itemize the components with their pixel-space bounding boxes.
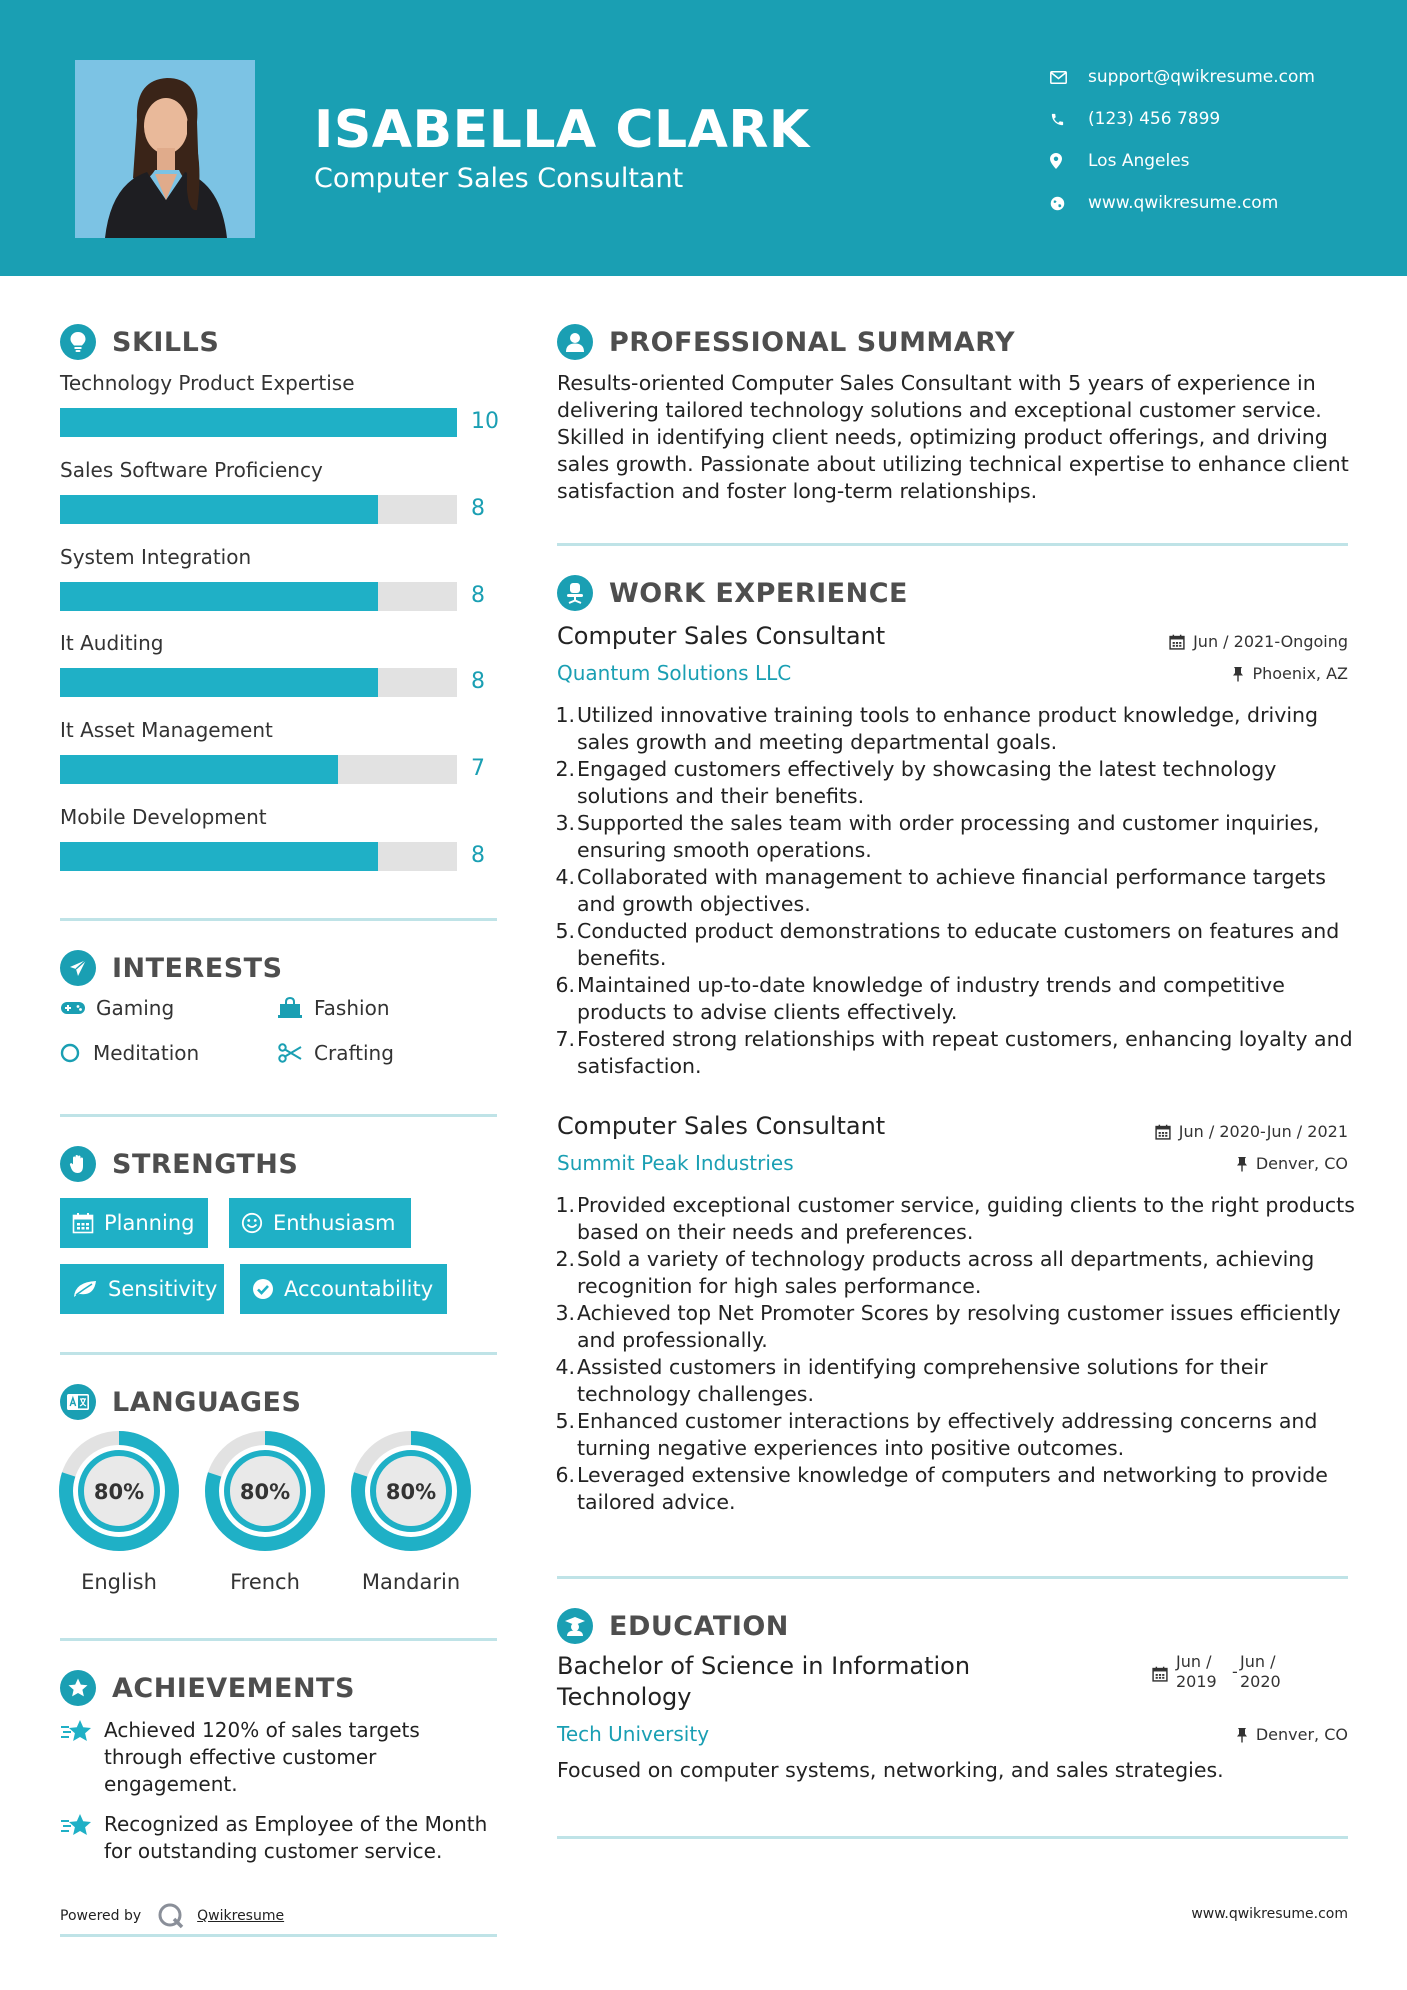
language-donut bbox=[58, 1430, 180, 1552]
experience-title: WORK EXPERIENCE bbox=[609, 577, 908, 609]
check-circle-icon bbox=[252, 1278, 274, 1300]
education-title: EDUCATION bbox=[609, 1610, 789, 1642]
strength-chip bbox=[60, 1198, 208, 1248]
globe-icon bbox=[1050, 196, 1088, 211]
language-donut bbox=[350, 1430, 472, 1552]
email-text: support@qwikresume.com bbox=[1088, 67, 1315, 87]
job-title: Computer Sales Consultant bbox=[557, 1112, 886, 1140]
profile-photo bbox=[75, 60, 255, 238]
education-end: Jun / 2020 bbox=[1240, 1652, 1281, 1691]
interest-label: Gaming bbox=[96, 996, 175, 1020]
summary-heading bbox=[557, 324, 1015, 360]
contact-email[interactable] bbox=[1050, 56, 1390, 98]
skill-label: It Asset Management bbox=[60, 718, 273, 742]
job-bullet: 1. Utilized innovative training tools to enhance product knowledge, driving sales growth and meeting departmental goals. bbox=[555, 703, 1319, 754]
section-divider bbox=[557, 543, 1348, 546]
job-bullet: 7. Fostered strong relationships with repeat customers, enhancing loyalty and satisfaction. bbox=[555, 1027, 1353, 1078]
skill-label: Mobile Development bbox=[60, 805, 267, 829]
language-name: English bbox=[81, 1570, 157, 1594]
job-location-text: Phoenix, AZ bbox=[1252, 664, 1348, 683]
strength-chip bbox=[60, 1264, 224, 1314]
strength-label: Enthusiasm bbox=[273, 1211, 396, 1235]
job-bullet: 2. Sold a variety of technology products across all departments, achieving recognition for high sales performance. bbox=[555, 1247, 1315, 1298]
contact-location bbox=[1050, 140, 1390, 182]
skill-bar bbox=[60, 495, 457, 524]
section-divider bbox=[557, 1576, 1348, 1579]
star-icon bbox=[60, 1717, 104, 1798]
gamepad-icon bbox=[60, 1000, 96, 1016]
paper-plane-icon bbox=[60, 950, 96, 986]
user-icon bbox=[557, 324, 593, 360]
language-level: 80% bbox=[239, 1480, 291, 1504]
skill-value: 8 bbox=[471, 496, 485, 521]
section-divider bbox=[60, 1114, 497, 1117]
qwikresume-logo-icon bbox=[157, 1902, 185, 1930]
map-pin-icon bbox=[1050, 153, 1088, 169]
interest-label: Meditation bbox=[93, 1041, 200, 1065]
language-icon bbox=[60, 1384, 96, 1420]
skill-bar bbox=[60, 755, 457, 784]
section-divider bbox=[557, 1836, 1348, 1839]
job-bullet: 6. Leveraged extensive knowledge of computers and networking to provide tailored advice. bbox=[555, 1463, 1328, 1514]
skill-label: Sales Software Proficiency bbox=[60, 458, 323, 482]
pushpin-icon bbox=[1232, 666, 1244, 682]
education-location-text: Denver, CO bbox=[1255, 1725, 1348, 1744]
interest-item bbox=[60, 1041, 199, 1065]
education-start: Jun / 2019 bbox=[1176, 1652, 1217, 1691]
job-company: Summit Peak Industries bbox=[557, 1151, 794, 1175]
candidate-name: ISABELLA CLARK bbox=[314, 100, 810, 160]
interest-label: Fashion bbox=[314, 996, 390, 1020]
skill-label: It Auditing bbox=[60, 631, 164, 655]
job-dates-text: Jun / 2021-Ongoing bbox=[1193, 632, 1348, 651]
lightbulb-icon bbox=[60, 324, 96, 360]
skills-heading bbox=[60, 324, 219, 360]
language-item bbox=[204, 1430, 326, 1594]
interest-item bbox=[278, 996, 390, 1020]
strength-label: Planning bbox=[104, 1211, 195, 1235]
phone-icon bbox=[1050, 112, 1088, 127]
achievement-text: Achieved 120% of sales targets through effective customer engagement. bbox=[104, 1718, 420, 1796]
graduate-icon bbox=[557, 1608, 593, 1644]
skill-bar-fill bbox=[60, 582, 378, 611]
achievement-item bbox=[60, 1717, 500, 1798]
job-location bbox=[1232, 664, 1348, 683]
languages-heading bbox=[60, 1384, 301, 1420]
achievements-title: ACHIEVEMENTS bbox=[112, 1672, 355, 1704]
language-name: French bbox=[230, 1570, 300, 1594]
education-description: Focused on computer systems, networking, and sales strategies. bbox=[557, 1758, 1224, 1782]
strength-label: Sensitivity bbox=[108, 1277, 218, 1301]
skill-bar-fill bbox=[60, 842, 378, 871]
skill-value: 8 bbox=[471, 843, 485, 868]
summary-title: PROFESSIONAL SUMMARY bbox=[609, 326, 1016, 358]
skill-value: 10 bbox=[471, 409, 499, 434]
job-bullets bbox=[555, 702, 1363, 1080]
pushpin-icon bbox=[1236, 1156, 1248, 1172]
job-bullet: 4. Collaborated with management to achieve financial performance targets and growth objectives. bbox=[555, 865, 1326, 916]
contact-phone[interactable] bbox=[1050, 98, 1390, 140]
skills-title: SKILLS bbox=[112, 326, 220, 358]
job-bullet: 3. Achieved top Net Promoter Scores by resolving customer issues efficiently and professionally. bbox=[555, 1301, 1341, 1352]
envelope-icon bbox=[1050, 71, 1088, 84]
calendar-icon bbox=[1169, 634, 1185, 650]
calendar-icon bbox=[1152, 1652, 1168, 1692]
section-divider bbox=[60, 918, 497, 921]
skill-bar-fill bbox=[60, 755, 338, 784]
language-name: Mandarin bbox=[361, 1570, 461, 1594]
language-level: 80% bbox=[385, 1480, 437, 1504]
job-bullet: 3. Supported the sales team with order processing and customer inquiries, ensuring smooth operations. bbox=[555, 811, 1320, 862]
leaf-icon bbox=[72, 1279, 98, 1299]
education-dates bbox=[1152, 1652, 1290, 1692]
circle-icon bbox=[60, 1043, 93, 1063]
powered-by-label: Powered by bbox=[60, 1908, 142, 1924]
education-degree: Bachelor of Science in Information Technology bbox=[557, 1652, 971, 1711]
skill-label: Technology Product Expertise bbox=[60, 371, 355, 395]
skill-value: 8 bbox=[471, 669, 485, 694]
language-donut bbox=[204, 1430, 326, 1552]
strengths-title: STRENGTHS bbox=[112, 1148, 299, 1180]
strength-label: Accountability bbox=[284, 1277, 434, 1301]
job-bullet: 4. Assisted customers in identifying comprehensive solutions for their technology challenges. bbox=[555, 1355, 1268, 1406]
skill-bar bbox=[60, 408, 457, 437]
skill-bar bbox=[60, 582, 457, 611]
shopping-bag-icon bbox=[278, 997, 314, 1019]
skill-bar-fill bbox=[60, 668, 378, 697]
education-school: Tech University bbox=[557, 1722, 710, 1746]
smile-icon bbox=[241, 1212, 263, 1234]
job-dates bbox=[1169, 632, 1348, 651]
skill-bar-fill bbox=[60, 495, 378, 524]
section-divider bbox=[60, 1638, 497, 1641]
job-bullet: 6. Maintained up-to-date knowledge of industry trends and competitive products to advise clients effectively. bbox=[555, 973, 1285, 1024]
job-location-text: Denver, CO bbox=[1255, 1154, 1348, 1173]
interest-item bbox=[278, 1041, 394, 1065]
language-item bbox=[350, 1430, 472, 1594]
job-company: Quantum Solutions LLC bbox=[557, 661, 792, 685]
languages-title: LANGUAGES bbox=[112, 1386, 302, 1418]
phone-text: (123) 456 7899 bbox=[1088, 109, 1221, 129]
summary-text: Results-oriented Computer Sales Consultant with 5 years of experience in delivering tailored technology solutions and exceptional customer service. Skilled in identifying client needs, optimizing product offerings, and driving sales growth. Passionate about utilizing technical expertise to enhance client satisfaction and foster long-term relationships. bbox=[557, 371, 1349, 503]
education-date-sep: - bbox=[1232, 1662, 1238, 1681]
education-heading bbox=[557, 1608, 789, 1644]
interest-item bbox=[60, 996, 174, 1020]
job-bullet: 5. Conducted product demonstrations to educate customers on features and benefits. bbox=[555, 919, 1340, 970]
skill-bar bbox=[60, 668, 457, 697]
job-dates-text: Jun / 2020-Jun / 2021 bbox=[1178, 1122, 1348, 1141]
contact-website[interactable] bbox=[1050, 182, 1390, 224]
skill-label: System Integration bbox=[60, 545, 252, 569]
job-bullets bbox=[555, 1192, 1363, 1516]
interests-title: INTERESTS bbox=[112, 952, 283, 984]
skill-value: 8 bbox=[471, 583, 485, 608]
job-location bbox=[1236, 1154, 1348, 1173]
language-item bbox=[58, 1430, 180, 1594]
star-badge-icon bbox=[60, 1670, 96, 1706]
skill-bar bbox=[60, 842, 457, 871]
achievement-item bbox=[60, 1811, 500, 1865]
job-dates bbox=[1155, 1122, 1348, 1141]
pushpin-icon bbox=[1236, 1727, 1248, 1743]
scissors-icon bbox=[278, 1043, 314, 1063]
location-text: Los Angeles bbox=[1088, 151, 1190, 171]
calendar-icon bbox=[1155, 1124, 1171, 1140]
hand-icon bbox=[60, 1146, 96, 1182]
language-level: 80% bbox=[93, 1480, 145, 1504]
experience-heading bbox=[557, 575, 908, 611]
strengths-heading bbox=[60, 1146, 298, 1182]
qwikresume-link[interactable]: Qwikresume bbox=[197, 1908, 285, 1924]
section-divider bbox=[60, 1352, 497, 1355]
interests-heading bbox=[60, 950, 283, 986]
resume-header bbox=[0, 0, 1407, 276]
footer-url[interactable]: www.qwikresume.com bbox=[1191, 1906, 1348, 1922]
strength-chip bbox=[229, 1198, 411, 1248]
skill-bar-fill bbox=[60, 408, 457, 437]
skill-value: 7 bbox=[471, 756, 485, 781]
education-location bbox=[1236, 1725, 1348, 1744]
job-title: Computer Sales Consultant bbox=[557, 622, 886, 650]
contact-list bbox=[1050, 56, 1390, 224]
website-text: www.qwikresume.com bbox=[1088, 193, 1279, 213]
job-bullet: 1. Provided exceptional customer service, guiding clients to the right products based on their needs and preferences. bbox=[555, 1193, 1355, 1244]
candidate-title: Computer Sales Consultant bbox=[314, 163, 684, 194]
section-divider bbox=[60, 1934, 497, 1937]
achievements-heading bbox=[60, 1670, 355, 1706]
job-bullet: 5. Enhanced customer interactions by effectively addressing concerns and turning negative experiences into positive outcomes. bbox=[555, 1409, 1318, 1460]
powered-by bbox=[60, 1902, 284, 1930]
job-bullet: 2. Engaged customers effectively by showcasing the latest technology solutions and their benefits. bbox=[555, 757, 1277, 808]
star-icon bbox=[60, 1811, 104, 1865]
interest-label: Crafting bbox=[314, 1041, 394, 1065]
chair-icon bbox=[557, 575, 593, 611]
calendar-icon bbox=[72, 1212, 94, 1234]
achievement-text: Recognized as Employee of the Month for outstanding customer service. bbox=[104, 1812, 488, 1863]
strength-chip bbox=[240, 1264, 447, 1314]
